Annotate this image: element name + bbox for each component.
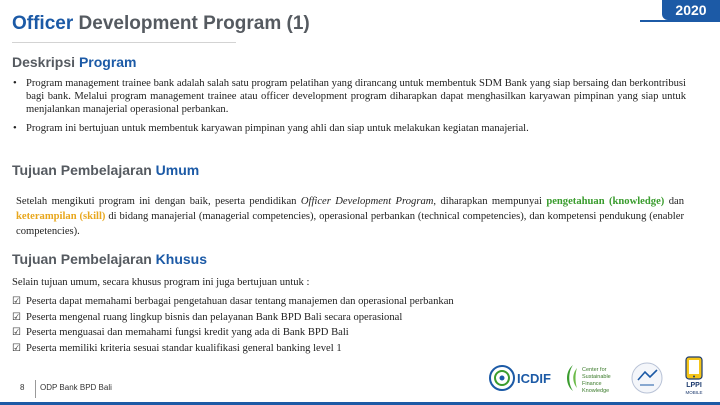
skill-highlight: keterampilan (skill) <box>16 211 106 222</box>
list-item <box>12 294 454 310</box>
program-name-italic: Officer Development Program <box>300 196 434 207</box>
page-title-accent: Officer <box>12 13 74 34</box>
section-heading-plain: Tujuan Pembelajaran <box>12 162 152 178</box>
checklist-text: Peserta menguasai dan memahami fungsi kredit yang ada di Bank BPD Bali <box>26 327 349 338</box>
tujuan-khusus-checklist <box>12 294 454 356</box>
bullet-text: Program ini bertujuan untuk membentuk karyawan pimpinan yang ahli dan siap untuk melakukan kegiatan manajerial. <box>26 123 529 134</box>
list-item <box>12 310 454 326</box>
para-text: di bidang manajerial (managerial competencies), operasional perbankan (technical competencies), dan kompetensi pendukung (enabler competencies). <box>16 211 684 237</box>
checkbox-checked-icon: ☑ <box>12 296 21 307</box>
csf-logo <box>564 362 626 394</box>
bullet-text: Program management trainee bank adalah salah satu program pelatihan yang dirancang untuk membentuk SDM Bank yang siap bersaing dan berkontribusi bagi bank. Melalui program management trainee atau officer development program diharapkan dapat menghasilkan karyawan pimpinan yang siap untuk menjalankan manajerial operasional perbankan. <box>26 78 686 115</box>
year-badge: 2020 <box>662 0 720 20</box>
lppi-mobile-logo <box>680 356 708 396</box>
description-bullet-list <box>10 77 686 141</box>
icdif-logo <box>488 362 560 394</box>
list-item <box>12 341 454 357</box>
csf-logo-text: Knowledge <box>582 388 610 394</box>
university-logo <box>630 360 664 396</box>
para-text: dan <box>664 196 684 207</box>
page-title <box>12 13 310 35</box>
icdif-logo-text: ICDIF <box>517 371 551 386</box>
checklist-text: Peserta dapat memahami berbagai pengetahuan dasar tentang manajemen dan operasional perbankan <box>26 296 454 307</box>
section-heading-accent: Umum <box>155 162 200 178</box>
year-badge-line <box>640 20 720 22</box>
csf-logo-text: Sustainable <box>582 374 611 380</box>
title-underline <box>12 42 236 43</box>
page-title-rest: Development Program (1) <box>78 13 310 34</box>
section-heading-plain: Tujuan Pembelajaran <box>12 251 152 267</box>
checkbox-checked-icon: ☑ <box>12 311 21 323</box>
tujuan-khusus-intro: Selain tujuan umum, secara khusus program ini juga bertujuan untuk : <box>12 277 310 288</box>
section-heading-plain: Deskripsi <box>12 54 76 70</box>
section-heading-accent: Program <box>78 54 137 70</box>
section-heading-accent: Khusus <box>155 251 208 267</box>
checkbox-checked-icon: ☑ <box>12 342 21 354</box>
section-heading-deskripsi <box>12 54 137 70</box>
bullet-dot-icon: • <box>13 78 17 89</box>
footer-divider <box>35 380 36 398</box>
para-text: Setelah mengikuti program ini dengan baik, peserta pendidikan <box>16 196 301 207</box>
list-item <box>10 77 686 116</box>
tujuan-umum-paragraph <box>16 194 684 239</box>
list-item <box>12 325 454 341</box>
lppi-logo-text: LPPI <box>686 382 702 389</box>
para-text: , diharapkan mempunyai <box>433 196 547 207</box>
csf-logo-text: Finance <box>582 381 602 387</box>
bullet-dot-icon: • <box>13 123 17 134</box>
checklist-text: Peserta mengenal ruang lingkup bisnis dan pelayanan Bank BPD Bali secara operasional <box>26 311 403 323</box>
section-heading-tujuan-khusus <box>12 251 207 267</box>
lppi-logo-subtext: MOBILE <box>685 390 703 395</box>
knowledge-highlight: pengetahuan (knowledge) <box>546 196 665 207</box>
csf-logo-text: Center for <box>582 367 607 373</box>
checkbox-checked-icon: ☑ <box>12 327 21 338</box>
checklist-text: Peserta memiliki kriteria sesuai standar kualifikasi general banking level 1 <box>26 342 342 354</box>
section-heading-tujuan-umum <box>12 162 199 178</box>
footer-label: ODP Bank BPD Bali <box>40 383 112 392</box>
page-number: 8 <box>20 383 25 392</box>
list-item <box>10 122 686 135</box>
